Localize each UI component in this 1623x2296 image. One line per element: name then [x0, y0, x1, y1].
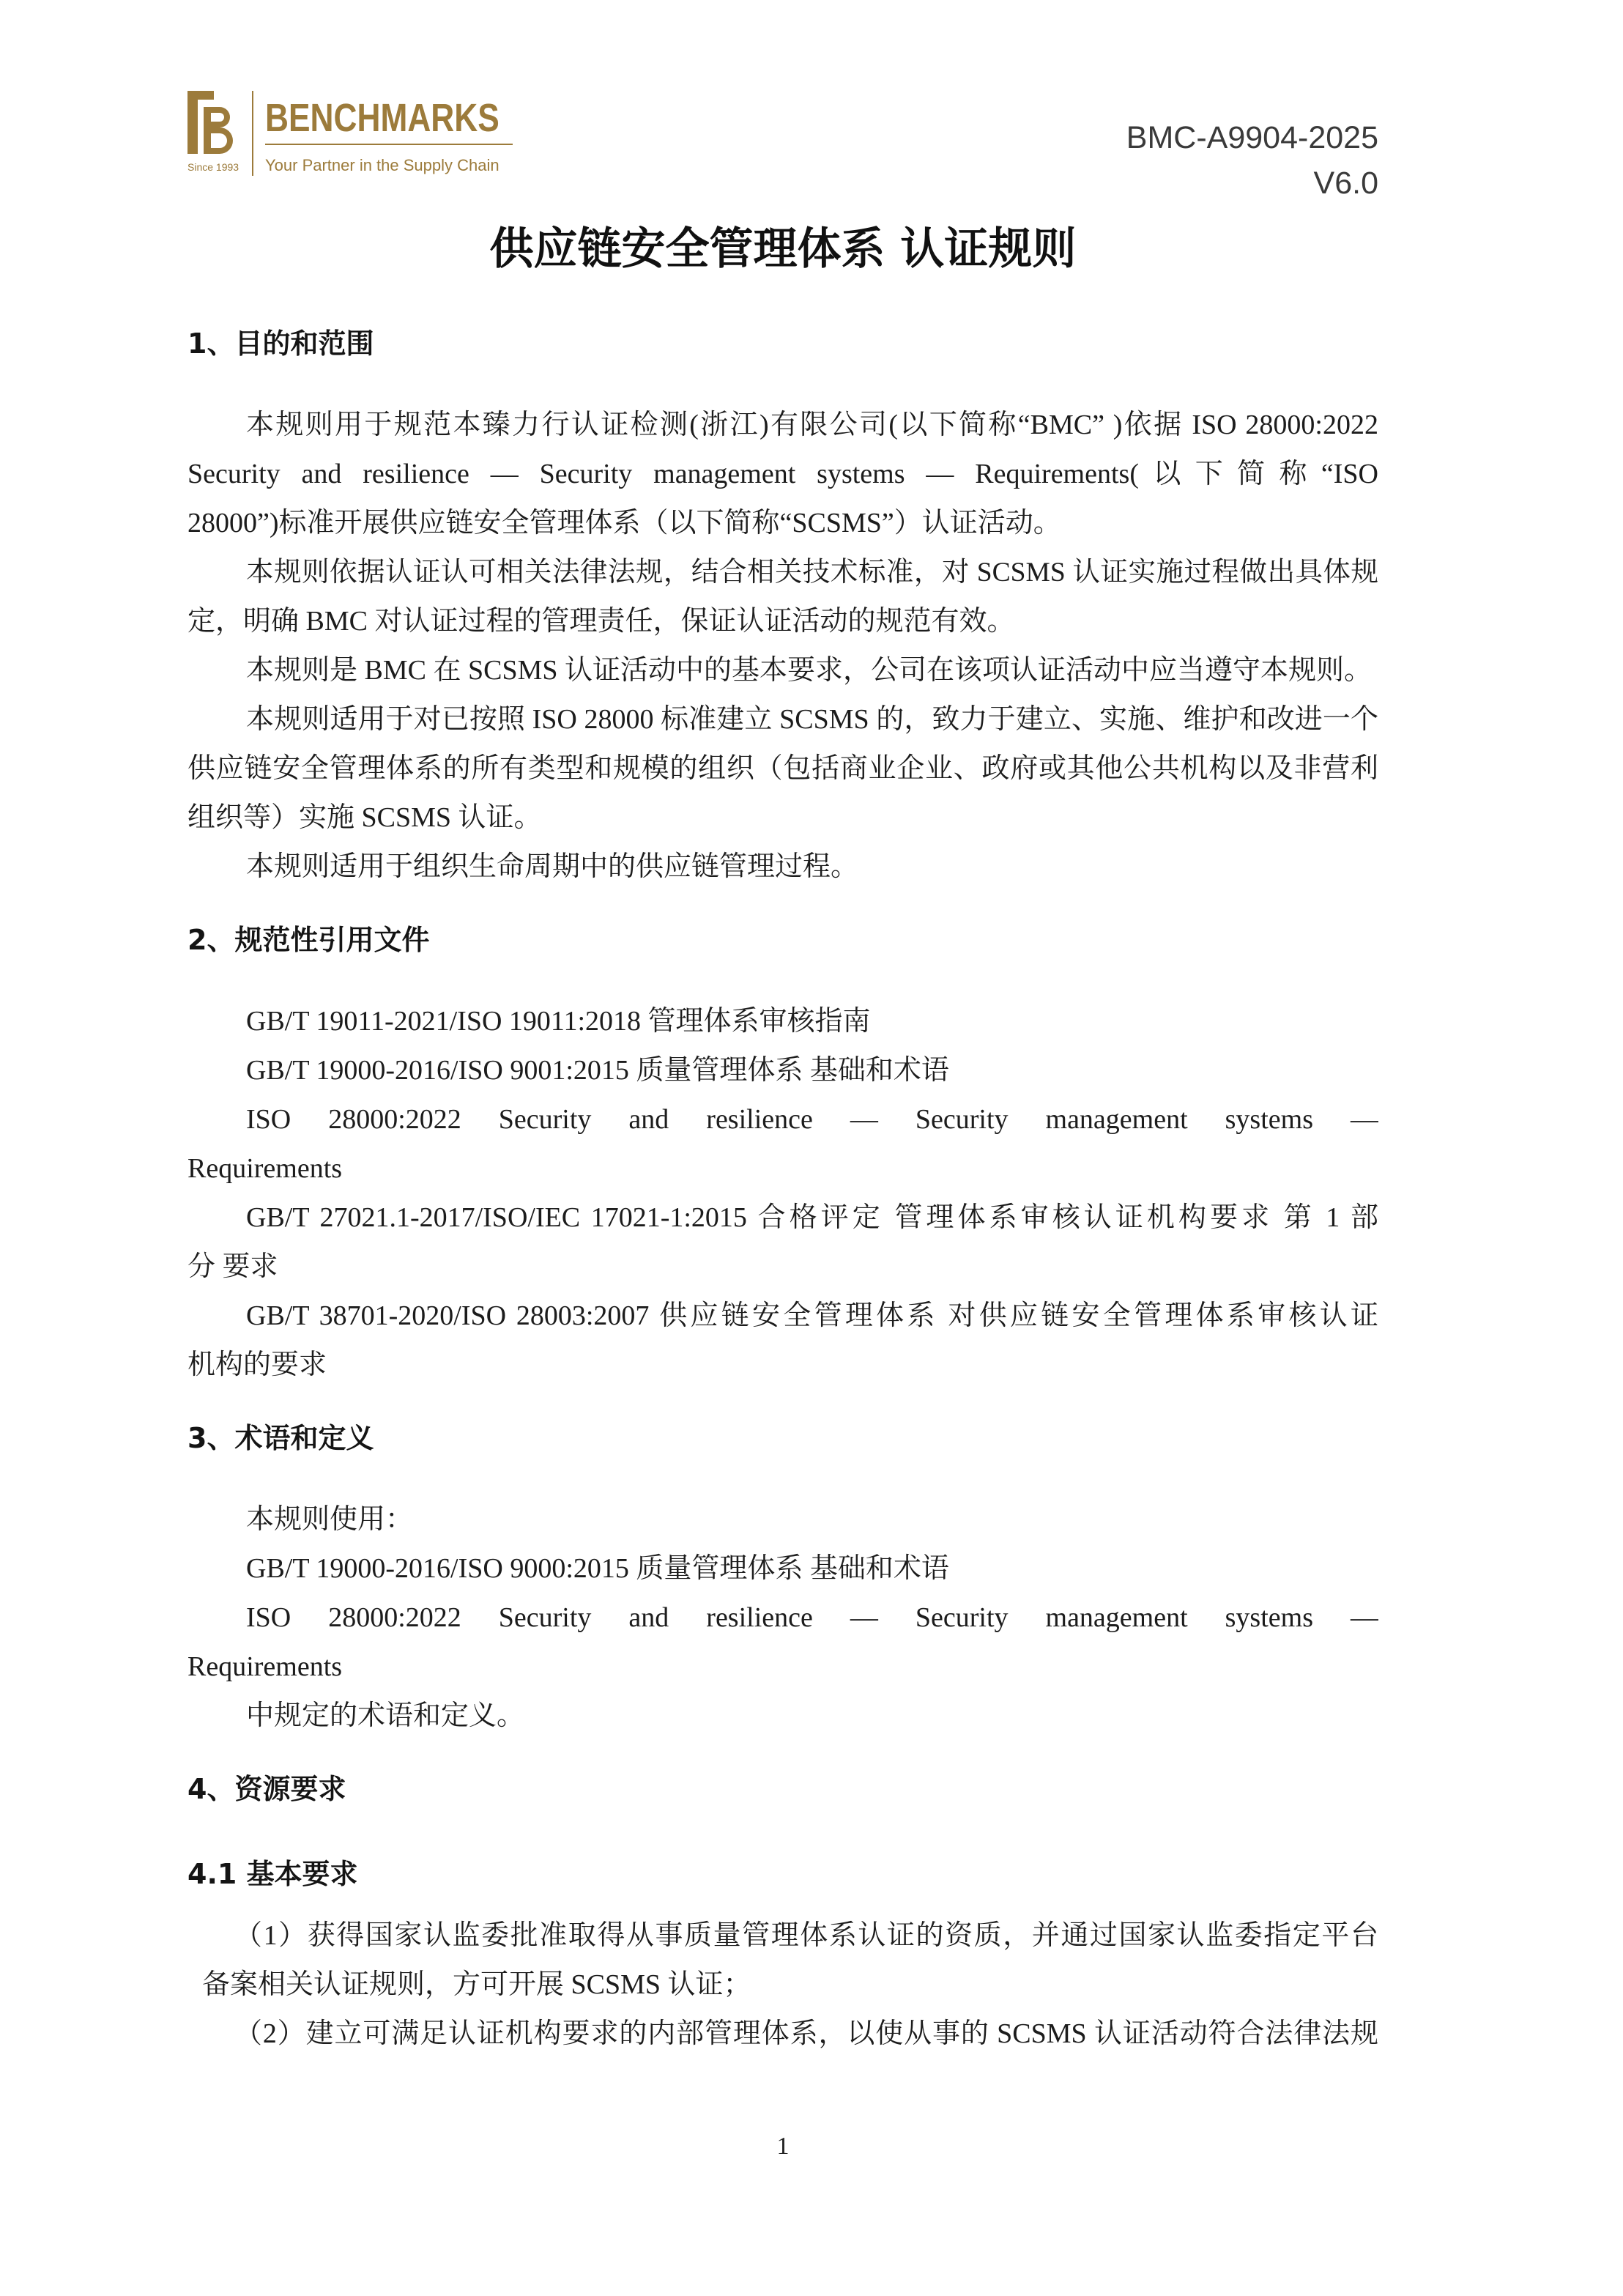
section-heading: 3、术语和定义 [187, 1422, 374, 1454]
brand-since: Since 1993 [187, 161, 239, 173]
reference-line: ISO 28000:2022 Security and resilience — Security management systems — [246, 1104, 1378, 1135]
paragraph-line: 本规则是 BMC 在 SCSMS 认证活动中的基本要求，公司在该项认证活动中应当遵守本规则。 [246, 655, 1373, 686]
section-resource-requirements [187, 1765, 1378, 2059]
document-code: BMC-A9904-2025 [1126, 120, 1378, 155]
list-item-line: 备案相关认证规则，方可开展 SCSMS 认证； [202, 1969, 751, 2000]
paragraph-line: 组织等）实施 SCSMS 认证。 [187, 802, 542, 833]
paragraph-line: 本规则使用： [246, 1504, 414, 1535]
section-heading: 1、目的和范围 [187, 327, 374, 360]
page-number: 1 [776, 2133, 790, 2160]
reference-line: GB/T 19011-2021/ISO 19011:2018 管理体系审核指南 [246, 1006, 871, 1037]
document-meta [1126, 115, 1378, 206]
benchmarks-b-logo-icon [187, 91, 234, 154]
section-heading: 4、资源要求 [187, 1773, 346, 1805]
paragraph-line: Security and resilience — Security management systems — Requirements(以下简称“ISO [187, 459, 1378, 489]
reference-line: GB/T 27021.1-2017/ISO/IEC 17021-1:2015 合格评定 管理体系审核认证机构要求 第 1 部 [246, 1202, 1378, 1233]
paragraph-line: 本规则用于规范本臻力行认证检测(浙江)有限公司(以下简称“BMC” )依据 ISO 28000:2022 [246, 410, 1378, 440]
document-body [187, 220, 1378, 2059]
section-heading: 2、规范性引用文件 [187, 924, 430, 956]
subsection-heading: 4.1 基本要求 [187, 1858, 358, 1890]
document-title: 供应链安全管理体系 认证规则 [489, 223, 1077, 275]
paragraph-line: 供应链安全管理体系的所有类型和规模的组织（包括商业企业、政府或其他公共机构以及非营利 [187, 753, 1378, 784]
benchmarks-logo [187, 91, 524, 179]
reference-line: GB/T 19000-2016/ISO 9000:2015 质量管理体系 基础和术语 [246, 1553, 949, 1584]
reference-line: GB/T 38701-2020/ISO 28003:2007 供应链安全管理体系 对供应链安全管理体系审核认证 [246, 1300, 1378, 1331]
list-item-line: （1）获得国家认监委批准取得从事质量管理体系认证的资质，并通过国家认监委指定平台 [234, 1920, 1378, 1951]
paragraph-line: 28000”)标准开展供应链安全管理体系（以下简称“SCSMS”）认证活动。 [187, 508, 1061, 538]
reference-line: ISO 28000:2022 Security and resilience — Security management systems — [246, 1602, 1378, 1633]
brand-tagline: Your Partner in the Supply Chain [265, 156, 499, 174]
reference-line: Requirements [187, 1651, 343, 1682]
paragraph-line: 定，明确 BMC 对认证过程的管理责任，保证认证活动的规范有效。 [187, 606, 1015, 637]
brand-name: BENCHMARKS [265, 96, 499, 140]
brand-underline [265, 144, 513, 145]
section-terms-and-definitions [187, 1414, 1378, 1741]
paragraph-line: 本规则适用于对已按照 ISO 28000 标准建立 SCSMS 的，致力于建立、实施、维护和改进一个 [246, 704, 1378, 735]
logo-divider [252, 91, 253, 176]
reference-line: GB/T 19000-2016/ISO 9001:2015 质量管理体系 基础和术语 [246, 1055, 949, 1086]
paragraph-line: 本规则依据认证认可相关法律法规，结合相关技术标准，对 SCSMS 认证实施过程做出具体规 [246, 558, 1378, 588]
reference-line: 分 要求 [187, 1251, 278, 1282]
paragraph-line: 本规则适用于组织生命周期中的供应链管理过程。 [246, 851, 859, 882]
reference-line: 机构的要求 [187, 1349, 327, 1380]
paragraph-line: 中规定的术语和定义。 [246, 1700, 525, 1731]
list-item-line: （2）建立可满足认证机构要求的内部管理体系，以使从事的 SCSMS 认证活动符合法律法规 [234, 2018, 1378, 2049]
section-purpose-and-scope [187, 319, 1378, 892]
reference-line: Requirements [187, 1153, 343, 1184]
section-normative-references [187, 916, 1378, 1390]
document-version: V6.0 [1313, 166, 1378, 201]
